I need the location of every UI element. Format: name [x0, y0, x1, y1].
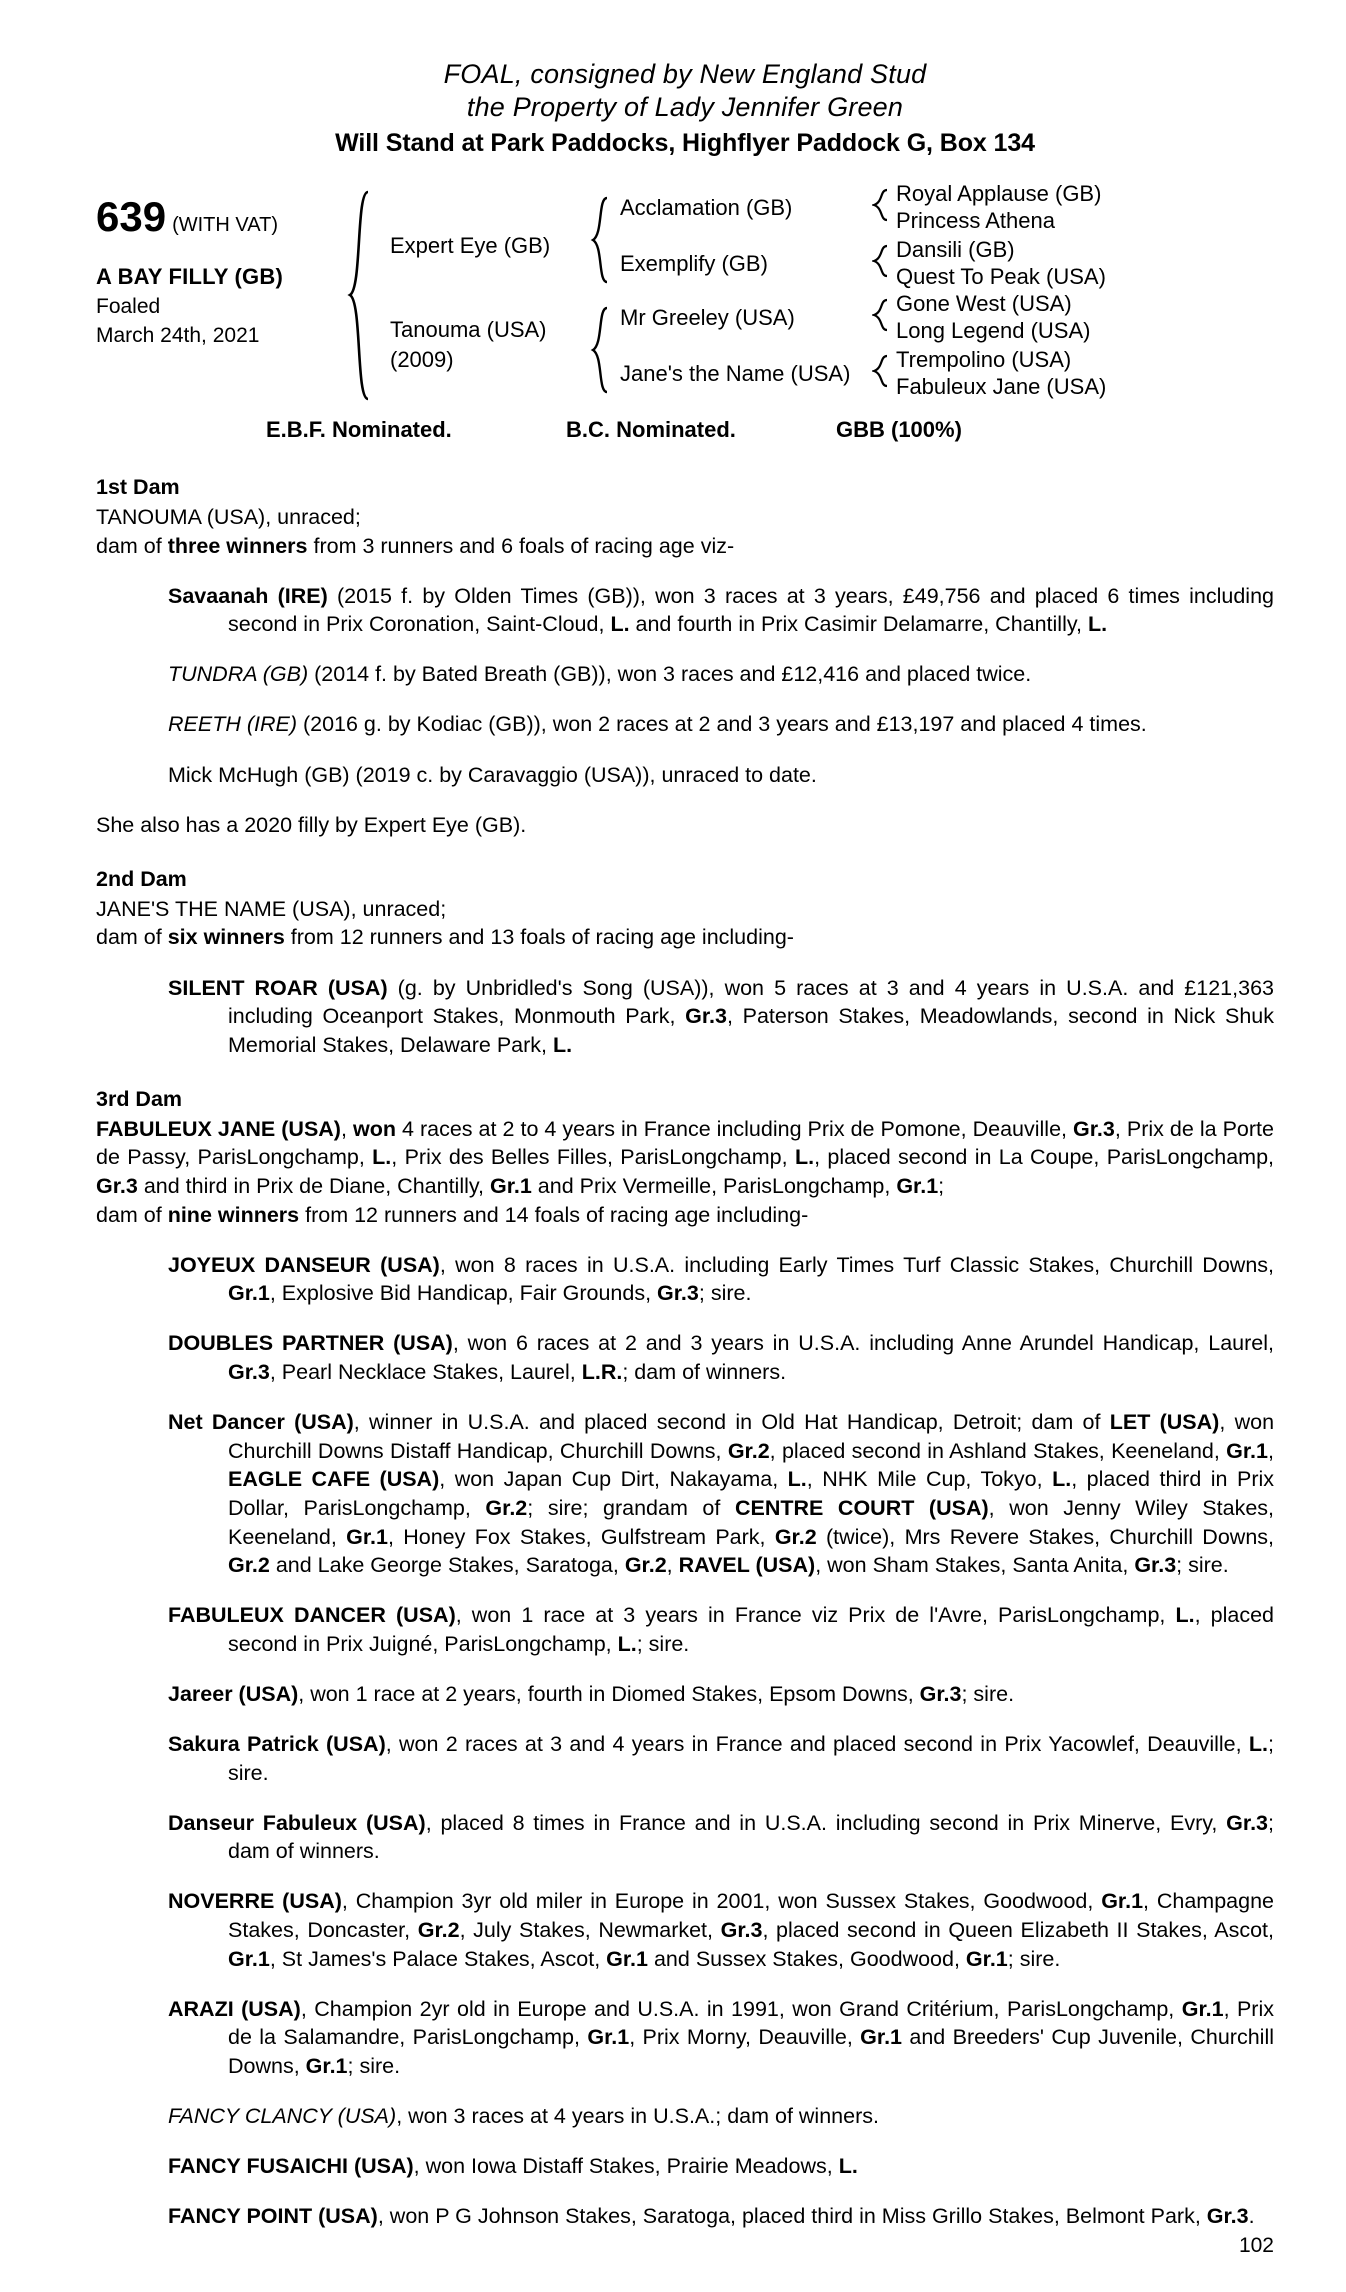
third-dam-name: FABULEUX JANE (USA), won 4 races at 2 to 4 years in France including Prix de Pomone, Deauville, Gr.3, Prix de la Porte de Passy, ParisLongchamp, L., Prix des Belles Filles, ParisLongchamp, L., placed second in La Coupe, ParisLongchamp, Gr.3 and third in Prix de Diane, Chantilly, Gr.1 and Prix Vermeille, ParisLongchamp, Gr.1; [96, 1116, 1275, 1199]
list-item: JOYEUX DANSEUR (USA), won 8 races in U.S.A. including Early Times Turf Classic Stakes, Churchill Downs, Gr.1, Explosive Bid Handicap, Fair Grounds, Gr.3; sire. [168, 1252, 1274, 1306]
consignor-line: FOAL, consigned by New England Stud [443, 59, 927, 89]
gg-4: Quest To Peak (USA) [896, 264, 1106, 290]
ebf-nominated: E.B.F. Nominated. [266, 417, 452, 443]
gbb-note: GBB (100%) [836, 417, 962, 443]
gg-7: Trempolino (USA) [896, 347, 1072, 373]
list-item: FABULEUX DANCER (USA), won 1 race at 3 years in France viz Prix de l'Avre, ParisLongchamp, L., placed second in Prix Juigné, ParisLongchamp, L.; sire. [168, 1603, 1274, 1656]
dam-year: (2009) [390, 347, 454, 373]
bc-nominated: B.C. Nominated. [566, 417, 736, 443]
foaled-date: March 24th, 2021 [96, 323, 260, 347]
second-dam-name: JANE'S THE NAME (USA), unraced; [96, 896, 447, 921]
gg-8: Fabuleux Jane (USA) [896, 374, 1107, 400]
property-line: the Property of Lady Jennifer Green [466, 91, 904, 122]
stand-location-line: Will Stand at Park Paddocks, Highflyer Paddock G, Box 134 [335, 128, 1035, 157]
second-dam-summary: dam of six winners from 12 runners and 13 foals of racing age including- [96, 925, 794, 950]
lot-vat-note: (WITH VAT) [172, 214, 278, 237]
list-item: Sakura Patrick (USA), won 2 races at 3 and 4 years in France and placed second in Prix Yacowlef, Deauville, L.; sire. [168, 1731, 1274, 1785]
list-item: FANCY POINT (USA), won P G Johnson Stakes, Saratoga, placed third in Miss Grillo Stakes, Belmont Park, Gr.3. [168, 2204, 1255, 2229]
list-item: FANCY CLANCY (USA), won 3 races at 4 years in U.S.A.; dam of winners. [168, 2103, 879, 2128]
pedigree-text [96, 473, 1274, 2230]
gg-5: Gone West (USA) [896, 291, 1072, 317]
lot-number: 639 [96, 193, 167, 241]
animal-description: A BAY FILLY (GB) [96, 264, 283, 290]
sire-sire-name: Acclamation (GB) [620, 195, 793, 221]
list-item: ARAZI (USA), Champion 2yr old in Europe and U.S.A. in 1991, won Grand Critérium, ParisLongchamp, Gr.1, Prix de la Salamandre, ParisLongchamp, Gr.1, Prix Morny, Deauville, Gr.1 and Breeders' Cup Juvenile, Churchill Downs, Gr.1; sire. [168, 1996, 1274, 2078]
page-header [96, 58, 1274, 158]
lot-info [96, 188, 346, 350]
nominations-line [96, 417, 1274, 443]
list-item: SILENT ROAR (USA) (g. by Unbridled's Song (USA)), won 5 races at 3 and 4 years in U.S.A. and £121,363 including Oceanport Stakes, Monmouth Park, Gr.3, Paterson Stakes, Meadowlands, second in Nick Shuk Memorial Stakes, Delaware Park, L. [168, 975, 1274, 1057]
pedigree-brace-sire [590, 188, 610, 403]
sire-name: Expert Eye (GB) [390, 233, 551, 259]
list-item: Net Dancer (USA), winner in U.S.A. and placed second in Old Hat Handicap, Detroit; dam of LET (USA), won Churchill Downs Distaff Handicap, Churchill Downs, Gr.2, placed second in Ashland Stakes, Keeneland, Gr.1, EAGLE CAFE (USA), won Japan Cup Dirt, Nakayama, L., NHK Mile Cup, Tokyo, L., placed third in Prix Dollar, ParisLongchamp, Gr.2; sire; grandam of CENTRE COURT (USA), won Jenny Wiley Stakes, Keeneland, Gr.1, Honey Fox Stakes, Gulfstream Park, Gr.2 (twice), Mrs Revere Stakes, Churchill Downs, Gr.2 and Lake George Stakes, Saratoga, Gr.2, RAVEL (USA), won Sham Stakes, Santa Anita, Gr.3; sire. [168, 1410, 1275, 1578]
third-dam-summary: dam of nine winners from 12 runners and 14 foals of racing age including- [96, 1202, 809, 1227]
first-dam-name: TANOUMA (USA), unraced; [96, 504, 361, 529]
list-item: DOUBLES PARTNER (USA), won 6 races at 2 and 3 years in U.S.A. including Anne Arundel Handicap, Laurel, Gr.3, Pearl Necklace Stakes, Laurel, L.R.; dam of winners. [168, 1331, 1274, 1385]
gg-6: Long Legend (USA) [896, 318, 1091, 344]
list-item: Jareer (USA), won 1 race at 2 years, fourth in Diomed Stakes, Epsom Downs, Gr.3; sire. [168, 1681, 1015, 1706]
dam-dam-name: Jane's the Name (USA) [620, 361, 851, 387]
list-item: Danseur Fabuleux (USA), placed 8 times in France and in U.S.A. including second in Prix Minerve, Evry, Gr.3; dam of winners. [168, 1810, 1274, 1864]
third-dam-title: 3rd Dam [96, 1087, 183, 1112]
pedigree-brace-grandparents [872, 188, 890, 403]
second-dam-title: 2nd Dam [96, 867, 187, 892]
dam-name: Tanouma (USA) [390, 317, 547, 343]
list-item: NOVERRE (USA), Champion 3yr old miler in Europe in 2001, won Sussex Stakes, Goodwood, Gr.1, Champagne Stakes, Doncaster, Gr.2, July Stakes, Newmarket, Gr.3, placed second in Queen Elizabeth II Stakes, Ascot, Gr.1, St James's Palace Stakes, Ascot, Gr.1 and Sussex Stakes, Goodwood, Gr.1; sire. [168, 1889, 1275, 1971]
list-item: FANCY FUSAICHI (USA), won Iowa Distaff Stakes, Prairie Meadows, L. [168, 2154, 858, 2178]
pedigree-block [96, 181, 1274, 403]
sire-dam-name: Exemplify (GB) [620, 251, 768, 277]
pedigree-brace-outer [346, 188, 372, 403]
page-number: 102 [1238, 2234, 1274, 2258]
pedigree-col-parents [372, 188, 590, 403]
list-item: TUNDRA (GB) (2014 f. by Bated Breath (GB)), won 3 races and £12,416 and placed twice. [168, 662, 1032, 687]
gg-3: Dansili (GB) [896, 237, 1015, 263]
first-dam-title: 1st Dam [96, 475, 180, 500]
gg-1: Royal Applause (GB) [896, 181, 1102, 207]
pedigree-col-grandparents [610, 188, 872, 403]
list-item: Mick McHugh (GB) (2019 c. by Caravaggio (USA)), unraced to date. [168, 762, 817, 787]
gg-2: Princess Athena [896, 208, 1055, 234]
first-dam-footnote: She also has a 2020 filly by Expert Eye (GB). [96, 812, 527, 837]
list-item: Savaanah (IRE) (2015 f. by Olden Times (GB)), won 3 races at 3 years, £49,756 and placed 6 times including second in Prix Coronation, Saint-Cloud, L. and fourth in Prix Casimir Delamarre, Chantilly, L. [168, 583, 1274, 637]
foaled-label: Foaled [96, 294, 161, 318]
pedigree-col-great-grandparents [890, 181, 1145, 403]
dam-sire-name: Mr Greeley (USA) [620, 305, 795, 331]
list-item: REETH (IRE) (2016 g. by Kodiac (GB)), won 2 races at 2 and 3 years and £13,197 and placed 4 times. [168, 712, 1147, 737]
first-dam-summary: dam of three winners from 3 runners and 6 foals of racing age viz- [96, 533, 735, 558]
